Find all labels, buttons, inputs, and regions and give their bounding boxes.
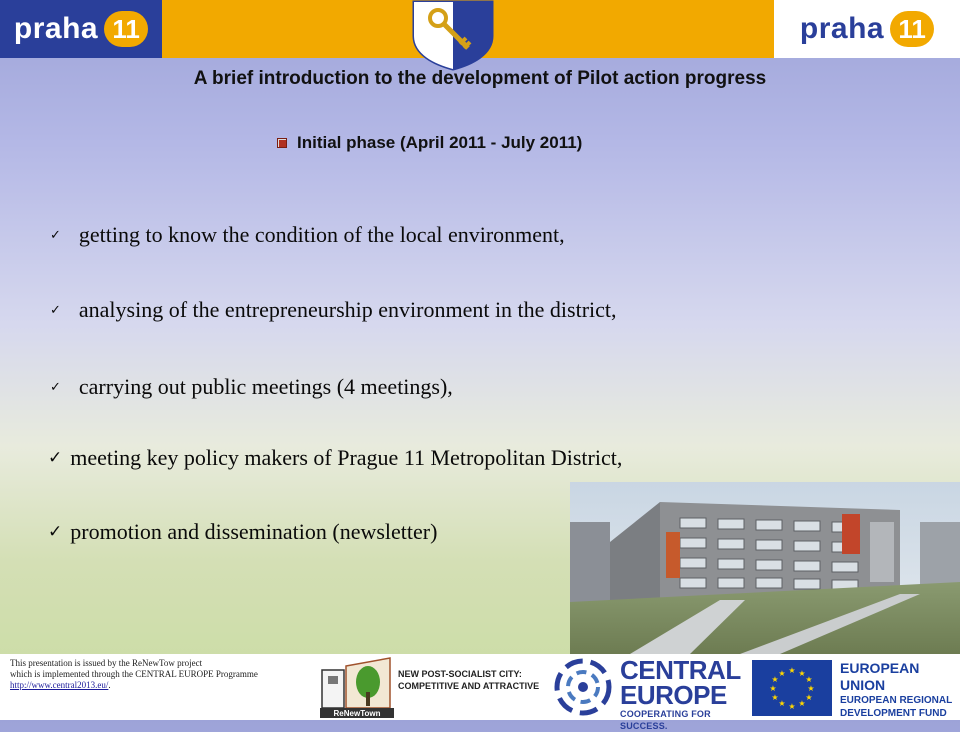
checkmark-icon: ✓: [50, 379, 61, 395]
footer-note-line: This presentation is issued by the ReNewTow project: [10, 658, 203, 668]
phase-subtitle-text: Initial phase (April 2011 - July 2011): [297, 133, 583, 152]
logo-word: praha: [799, 12, 885, 45]
svg-text:★: ★: [798, 669, 806, 678]
checkmark-icon: ✓: [50, 302, 61, 318]
svg-text:★: ★: [798, 699, 806, 708]
svg-text:★: ★: [788, 702, 796, 711]
eu-fund-label: [840, 660, 958, 720]
svg-text:★: ★: [778, 669, 786, 678]
svg-text:★: ★: [788, 666, 796, 675]
ce-tagline: COOPERATING FOR SUCCESS.: [620, 709, 711, 731]
checkmark-icon: ✓: [48, 448, 63, 468]
list-item: [50, 297, 617, 323]
central-europe-swirl-icon: [550, 656, 616, 718]
logo-word: praha: [13, 12, 99, 45]
logo-number: 11: [890, 11, 934, 47]
renewtown-logo-icon: [320, 658, 394, 718]
logo-number: 11: [104, 11, 148, 47]
eu-flag-icon: [752, 660, 832, 716]
eu-line: EUROPEAN UNION: [840, 660, 920, 693]
programme-link[interactable]: http://www.central2013.eu/: [10, 680, 109, 690]
list-item-text: carrying out public meetings (4 meetings),: [78, 374, 453, 399]
npsc-line: NEW POST-SOCIALIST CITY:: [398, 669, 522, 679]
phase-subtitle: [277, 133, 582, 153]
svg-text:★: ★: [807, 684, 815, 693]
renewtown-label: ReNewTown: [333, 709, 381, 718]
footer-note-tail: .: [108, 680, 111, 690]
praha-11-logo-right: [774, 0, 960, 58]
eu-line: DEVELOPMENT FUND: [840, 708, 947, 719]
list-item-text: meeting key policy makers of Prague 11 Metropolitan District,: [70, 445, 623, 470]
slide-title: A brief introduction to the development of Pilot action progress: [193, 68, 767, 89]
list-item: [50, 374, 453, 400]
npsc-line: COMPETITIVE AND ATTRACTIVE: [398, 681, 540, 691]
new-post-socialist-city-label: [398, 668, 544, 692]
list-item: [48, 445, 622, 471]
checkmark-icon: ✓: [48, 522, 63, 542]
list-item-text: getting to know the condition of the local environment,: [78, 222, 565, 247]
footer: [0, 654, 960, 731]
list-item: [50, 222, 565, 248]
svg-text:★: ★: [778, 699, 786, 708]
eu-line: EUROPEAN REGIONAL: [840, 695, 953, 706]
svg-text:★: ★: [771, 675, 779, 684]
key-shield-crest-icon: [406, 0, 500, 70]
central-europe-logo: [620, 655, 741, 732]
square-bullet-icon: [277, 138, 287, 148]
list-item-text: analysing of the entrepreneurship environment in the district,: [78, 297, 617, 322]
checkmark-icon: ✓: [50, 227, 61, 243]
ce-line: CENTRAL: [620, 655, 741, 685]
svg-text:★: ★: [771, 693, 779, 702]
svg-text:★: ★: [805, 693, 813, 702]
list-item: [48, 519, 437, 545]
list-item-text: promotion and dissemination (newsletter): [70, 519, 438, 544]
office-building-photo: [570, 482, 960, 654]
ce-line: EUROPE: [620, 680, 727, 710]
footer-note-line: which is implemented through the CENTRAL EUROPE Programme: [10, 669, 258, 679]
footer-note: [10, 658, 310, 691]
svg-text:★: ★: [805, 675, 813, 684]
svg-text:★: ★: [769, 684, 777, 693]
praha-11-logo-left: [0, 0, 162, 58]
